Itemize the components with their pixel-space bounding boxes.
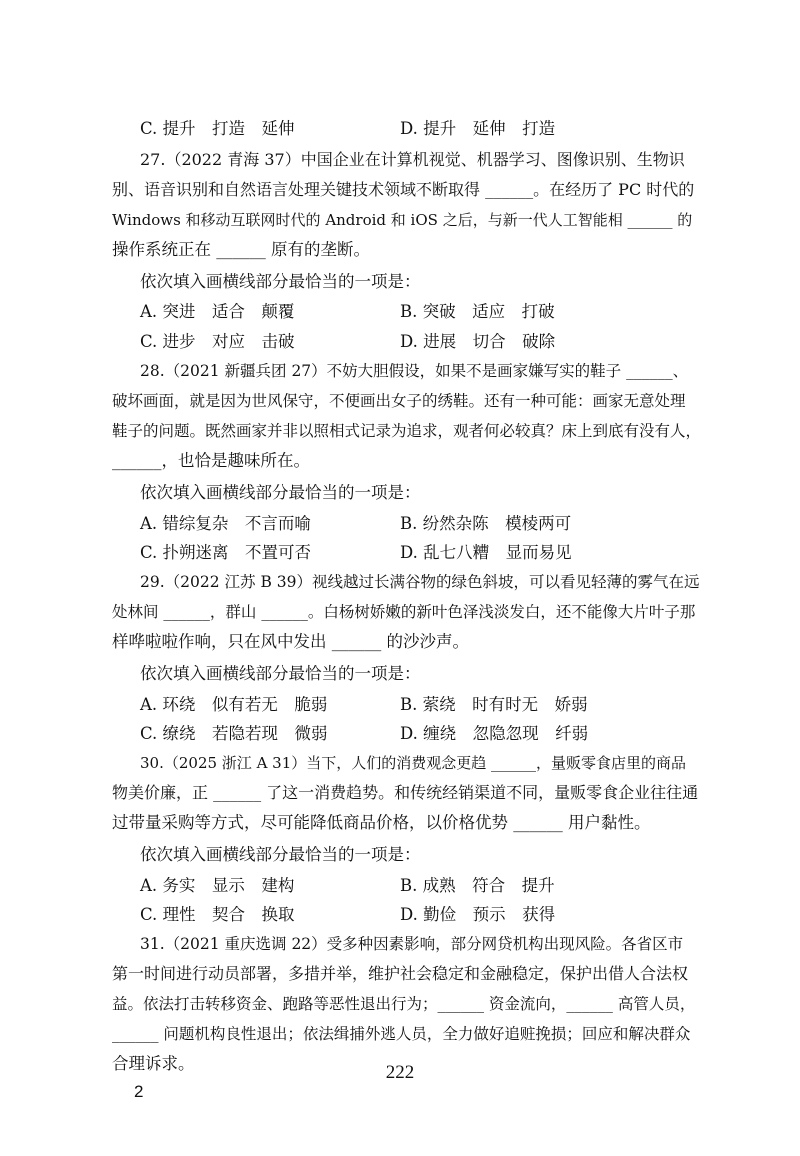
question-28-option-c: C. 扑朔迷离 不置可否 [140, 543, 312, 562]
question-30-prompt: 依次填入画横线部分最恰当的一项是： [140, 845, 421, 864]
question-27-line-3: Windows 和移动互联网时代的 Android 和 iOS 之后，与新一代人工智能相 ______ 的 [112, 211, 693, 229]
question-31-line-4: ______ 问题机构良性退出；依法缉捕外逃人员，全力做好追赃挽损；回应和解决群众 [112, 1025, 691, 1043]
question-27-option-c: C. 进步 对应 击破 [140, 332, 295, 351]
question-29-line-1: 29.（2022 江苏 B 39）视线越过长满谷物的绿色斜坡，可以看见轻薄的雾气在远 [140, 573, 700, 591]
question-30-option-b: B. 成熟 符合 提升 [400, 876, 555, 895]
question-31-line-1: 31.（2021 重庆选调 22）受多种因素影响，部分网贷机构出现风险。各省区市 [140, 935, 684, 953]
question-28-option-b: B. 纷然杂陈 模棱两可 [400, 514, 572, 533]
option-d: D. 提升 延伸 打造 [400, 119, 556, 138]
question-31-line-5: 合理诉求。 [112, 1054, 195, 1073]
question-27-option-a: A. 突进 适合 颠覆 [140, 302, 295, 321]
question-29-line-2: 处林间 ______，群山 ______。白杨树娇嫩的新叶色泽浅淡发白，还不能像大片叶子那 [112, 603, 696, 621]
question-27-prompt: 依次填入画横线部分最恰当的一项是： [140, 272, 421, 291]
question-27-line-4: 操作系统正在 ______ 原有的垄断。 [112, 240, 370, 259]
question-28-line-2: 破坏画面，就是因为世风保守，不便画出女子的绣鞋。还有一种可能：画家无意处理 [112, 392, 686, 410]
question-29-option-d: D. 缠绕 忽隐忽现 纤弱 [400, 724, 589, 743]
question-30-option-a: A. 务实 显示 建构 [140, 876, 295, 895]
question-27-option-d: D. 进展 切合 破除 [400, 332, 556, 351]
question-31-line-3: 益。依法打击转移资金、跑路等恶性退出行为；______ 资金流向，______ 高管人员， [112, 995, 696, 1013]
question-30-line-2: 物美价廉，正 ______ 了这一消费趋势。和传统经销渠道不同，量贩零食企业往往通 [112, 783, 699, 802]
question-27-line-2: 别、语音识别和自然语言处理关键技术领域不断取得 ______。在经历了 PC 时代的 [112, 180, 695, 199]
question-29-prompt: 依次填入画横线部分最恰当的一项是： [140, 664, 421, 683]
corner-number: 2 [134, 1082, 144, 1101]
option-c: C. 提升 打造 延伸 [140, 119, 295, 138]
question-29-option-b: B. 萦绕 时有时无 娇弱 [400, 695, 588, 714]
question-31-line-2: 第一时间进行动员部署，多措并举，维护社会稳定和金融稳定，保护出借人合法权 [112, 964, 689, 983]
question-27-option-b: B. 突破 适应 打破 [400, 302, 555, 321]
question-27-line-1: 27.（2022 青海 37）中国企业在计算机视觉、机器学习、图像识别、生物识 [140, 150, 685, 169]
question-28-option-d: D. 乱七八糟 显而易见 [400, 543, 572, 562]
question-29-line-3: 样哗啦啦作响，只在风中发出 ______ 的沙沙声。 [112, 632, 469, 651]
question-28-prompt: 依次填入画横线部分最恰当的一项是： [140, 483, 421, 502]
question-28-option-a: A. 错综复杂 不言而喻 [140, 514, 311, 533]
question-30-option-c: C. 理性 契合 换取 [140, 905, 295, 924]
question-28-line-1: 28.（2021 新疆兵团 27）不妨大胆假设，如果不是画家嫌写实的鞋子 ______、 [140, 362, 689, 380]
question-30-line-3: 过带量采购等方式，尽可能降低商品价格，以价格优势 ______ 用户黏性。 [112, 813, 651, 832]
question-30-option-d: D. 勤俭 预示 获得 [400, 905, 556, 924]
question-30-line-1: 30.（2025 浙江 A 31）当下，人们的消费观念更趋 ______，量贩零食店里的商品 [140, 754, 687, 772]
question-28-line-3: 鞋子的问题。既然画家并非以照相式记录为追求，观者何必较真？床上到底有没有人， [112, 422, 702, 440]
page-number: 222 [385, 1062, 415, 1083]
question-28-line-4: ______，也恰是趣味所在。 [112, 451, 310, 470]
question-29-option-c: C. 缭绕 若隐若现 微弱 [140, 724, 328, 743]
question-29-option-a: A. 环绕 似有若无 脆弱 [140, 695, 328, 714]
